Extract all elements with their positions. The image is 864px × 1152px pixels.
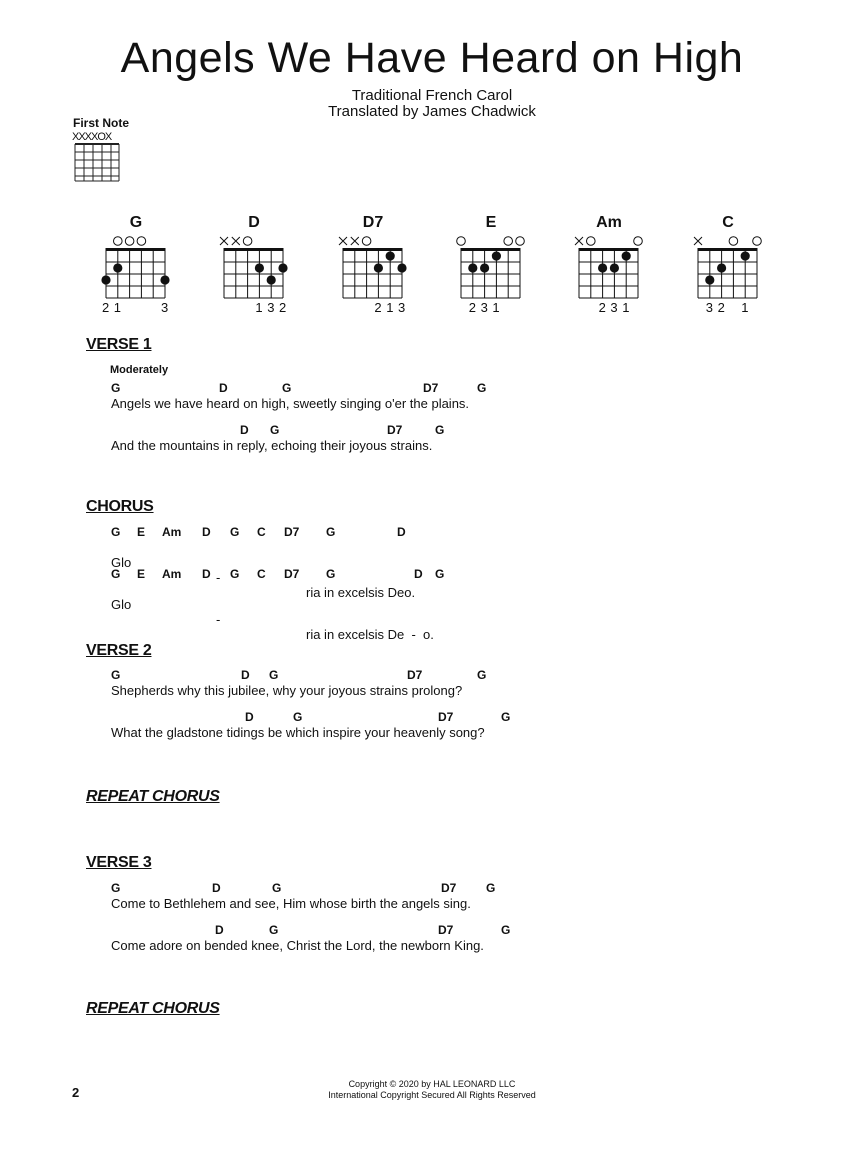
- chord-symbol: G: [477, 381, 487, 395]
- chord-symbol: D: [414, 567, 423, 581]
- repeat-chorus-instruction: REPEAT CHORUS: [86, 1000, 220, 1017]
- muted-string-marker: [694, 237, 702, 245]
- page-number: 2: [72, 1085, 80, 1100]
- lyric-syllable: ria in excelsis De - o.: [306, 627, 434, 642]
- chord-symbol: C: [257, 567, 266, 581]
- chord-diagram-d7: [337, 235, 407, 301]
- chord-symbol: D7: [284, 525, 300, 539]
- chord-symbol: G: [269, 668, 279, 682]
- finger-dot: [480, 263, 489, 272]
- finger-number: 1: [113, 300, 122, 315]
- subtitle-origin: Traditional French Carol: [351, 87, 513, 104]
- chord-symbol: G: [293, 710, 303, 724]
- chord-name-d7: D7: [362, 214, 384, 231]
- verse3-heading: VERSE 3: [86, 854, 152, 871]
- chord-symbol: D7: [284, 567, 300, 581]
- finger-number: 2: [102, 300, 110, 315]
- chord-symbol: G: [272, 881, 282, 895]
- finger-number: 2: [717, 300, 725, 315]
- chord-diagram-d: [218, 235, 288, 301]
- finger-dot: [705, 275, 714, 284]
- muted-string-marker: [220, 237, 228, 245]
- open-string-marker: [125, 237, 134, 246]
- subtitle-translator: Translated by James Chadwick: [328, 103, 536, 120]
- verse2-lyric-line2: What the gladstone tidings be which inspire your heavenly song?: [111, 725, 485, 740]
- finger-dot: [598, 263, 607, 272]
- song-title: Angels We Have Heard on High: [120, 34, 744, 82]
- chord-diagram-g: [100, 235, 170, 301]
- lyric-syllable: Glo: [111, 597, 132, 612]
- finger-number: 3: [398, 300, 406, 315]
- finger-number: 1: [386, 300, 394, 315]
- nut: [461, 248, 520, 251]
- chord-symbol: D: [202, 525, 211, 539]
- open-string-marker: [587, 237, 596, 246]
- lyric-syllable: ria in excelsis Deo.: [306, 585, 416, 600]
- chord-symbol: D7: [423, 381, 439, 395]
- chord-symbol: D: [215, 923, 224, 937]
- finger-number: 2: [279, 300, 287, 315]
- open-string-marker: [504, 237, 513, 246]
- finger-dot: [610, 263, 619, 272]
- chord-symbol: C: [257, 525, 266, 539]
- lyric-hyphen: -: [216, 612, 221, 627]
- nut: [698, 248, 757, 251]
- lyric-hyphen: -: [216, 570, 221, 585]
- open-string-marker: [729, 237, 738, 246]
- first-note-markers: XXXXOX: [72, 131, 112, 143]
- chord-diagram-e: [455, 235, 525, 301]
- verse1-lyric-line2: And the mountains in reply, echoing their joyous strains.: [111, 438, 433, 453]
- chord-symbol: D7: [438, 923, 454, 937]
- chord-symbol: G: [230, 567, 240, 581]
- verse2-heading: VERSE 2: [86, 642, 152, 659]
- nut: [106, 248, 165, 251]
- chord-name-d: D: [248, 214, 260, 231]
- chord-symbol: G: [270, 423, 280, 437]
- chord-symbol: D: [397, 525, 406, 539]
- chord-symbol: G: [435, 567, 445, 581]
- chord-symbol: G: [477, 668, 487, 682]
- chord-symbol: D7: [387, 423, 403, 437]
- chord-symbol: G: [486, 881, 496, 895]
- muted-string-marker: [339, 237, 347, 245]
- repeat-chorus-instruction: REPEAT CHORUS: [86, 788, 220, 805]
- open-string-marker: [457, 237, 466, 246]
- copyright-line: Copyright © 2020 by HAL LEONARD LLC: [348, 1079, 516, 1089]
- chord-symbol: G: [501, 923, 511, 937]
- finger-number: 3: [610, 300, 618, 315]
- chord-symbol: Am: [162, 567, 182, 581]
- chord-name-am: Am: [596, 214, 622, 231]
- muted-string-marker: [232, 237, 240, 245]
- open-string-marker: [243, 237, 252, 246]
- chord-symbol: D7: [441, 881, 457, 895]
- finger-dot: [741, 251, 750, 260]
- open-string-marker: [753, 237, 762, 246]
- finger-number: 3: [267, 300, 275, 315]
- nut: [224, 248, 283, 251]
- verse2-lyric-line1: Shepherds why this jubilee, why your joyous strains prolong?: [111, 683, 463, 698]
- finger-number: 3: [705, 300, 714, 315]
- chord-symbol: D: [202, 567, 211, 581]
- chord-name-g: G: [129, 214, 143, 231]
- nut: [343, 248, 402, 251]
- finger-number: 1: [622, 300, 630, 315]
- chord-symbol: D: [240, 423, 249, 437]
- finger-number: 1: [255, 300, 263, 315]
- chord-symbol: D: [212, 881, 221, 895]
- chord-diagram-c: [692, 235, 762, 301]
- muted-string-marker: [351, 237, 359, 245]
- finger-dot: [278, 263, 287, 272]
- chord-symbol: G: [111, 881, 121, 895]
- verse3-lyric-line2: Come adore on bended knee, Christ the Lord, the newborn King.: [111, 938, 484, 953]
- verse1-lyric-line1: Angels we have heard on high, sweetly singing o'er the plains.: [111, 396, 470, 411]
- open-string-marker: [362, 237, 371, 246]
- chord-name-e: E: [485, 214, 497, 231]
- lyric-syllable: Glo: [111, 555, 132, 570]
- chord-symbol: D: [241, 668, 250, 682]
- open-string-marker: [516, 237, 525, 246]
- chord-symbol: D: [219, 381, 228, 395]
- tempo-marking: Moderately: [110, 364, 169, 376]
- chord-symbol: Am: [162, 525, 182, 539]
- finger-dot: [113, 263, 122, 272]
- chord-symbol: G: [111, 668, 121, 682]
- finger-dot: [374, 263, 383, 272]
- verse3-lyric-line1: Come to Bethlehem and see, Him whose birth the angels sing.: [111, 896, 471, 911]
- finger-dot: [267, 275, 276, 284]
- chord-symbol: G: [326, 525, 336, 539]
- chord-diagram-am: [573, 235, 643, 301]
- finger-dot: [160, 275, 169, 284]
- open-string-marker: [114, 237, 123, 246]
- finger-dot: [492, 251, 501, 260]
- finger-dot: [468, 263, 477, 272]
- finger-number: 3: [480, 300, 488, 315]
- chord-symbol: D: [245, 710, 254, 724]
- chord-symbol: G: [111, 525, 121, 539]
- verse1-heading: VERSE 1: [86, 336, 152, 353]
- chord-symbol: G: [501, 710, 511, 724]
- finger-number: 1: [741, 300, 749, 315]
- chord-symbol: D7: [438, 710, 454, 724]
- chord-name-c: C: [722, 214, 734, 231]
- finger-number: 2: [468, 300, 477, 315]
- chord-symbol: D7: [407, 668, 423, 682]
- finger-number: 2: [374, 300, 382, 315]
- copyright-footer: [0, 1079, 864, 1101]
- open-string-marker: [137, 237, 146, 246]
- finger-number: 1: [492, 300, 500, 315]
- finger-dot: [386, 251, 395, 260]
- finger-dot: [717, 263, 726, 272]
- finger-number: 3: [161, 300, 169, 315]
- finger-number: 2: [598, 300, 606, 315]
- chord-symbol: G: [111, 567, 121, 581]
- finger-dot: [101, 275, 110, 284]
- nut: [579, 248, 638, 251]
- rights-line: International Copyright Secured All Rights Reserved: [328, 1090, 536, 1100]
- first-note-fretboard: [74, 143, 122, 183]
- finger-dot: [255, 263, 264, 272]
- chord-symbol: G: [230, 525, 240, 539]
- finger-dot: [397, 263, 406, 272]
- first-note-label: First Note: [73, 116, 130, 130]
- chord-symbol: G: [269, 923, 279, 937]
- chord-symbol: G: [282, 381, 292, 395]
- muted-string-marker: [575, 237, 583, 245]
- chord-symbol: E: [137, 525, 146, 539]
- open-string-marker: [634, 237, 643, 246]
- finger-dot: [622, 251, 631, 260]
- chorus-heading: CHORUS: [86, 498, 154, 515]
- chorus-lyric-line2: [111, 582, 434, 642]
- chord-symbol: G: [111, 381, 121, 395]
- chord-symbol: G: [326, 567, 336, 581]
- chord-symbol: G: [435, 423, 445, 437]
- chord-symbol: E: [137, 567, 146, 581]
